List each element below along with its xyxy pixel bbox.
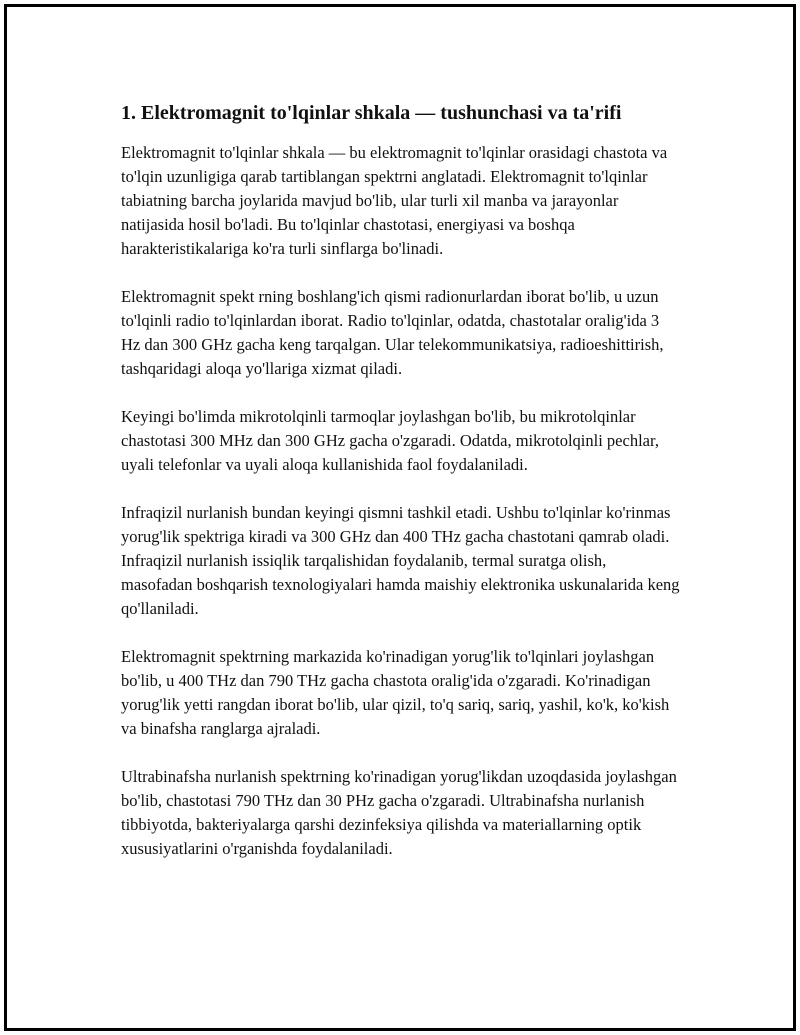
paragraph-visible-light: Elektromagnit spektrning markazida ko'rinadigan yorug'lik to'lqinlari joylashgan bo'lib, u 400 THz dan 790 THz gacha chastota oralig'ida o'zgaradi. Ko'rinadigan yorug'lik yetti rangdan iborat bo'lib, ular qizil, to'q sariq, sariq, yashil, ko'k, ko'kish va binafsha ranglarga ajraladi.	[121, 647, 670, 738]
paragraph-microwaves: Keyingi bo'limda mikrotolqinli tarmoqlar joylashgan bo'lib, bu mikrotolqinlar chastotasi 300 MHz dan 300 GHz gacha o'zgaradi. Odatda, mikrotolqinli pechlar, uyali telefonlar va uyali aloqa kullanishida faol foydalaniladi.	[121, 407, 659, 474]
paragraph-ultraviolet: Ultrabinafsha nurlanish spektrning ko'rinadigan yorug'likdan uzoqdasida joylashgan bo'lib, chastotasi 790 THz dan 30 PHz gacha o'zgaradi. Ultrabinafsha nurlanish tibbiyotda, bakteriyalarga qarshi dezinfeksiya qilishda va materiallarning optik xususiyatlarini o'rganishda foydalaniladi.	[121, 767, 677, 858]
paragraph-intro: Elektromagnit to'lqinlar shkala — bu elektromagnit to'lqinlar orasidagi chastota va to'lqin uzunligiga qarab tartiblangan spektrni anglatadi. Elektromagnit to'lqinlar tabiatning barcha joylarida mavjud bo'lib, ular turli xil manba va jarayonlar natijasida hosil bo'ladi. Bu to'lqinlar chastotasi, energiyasi va boshqa harakteristikalariga ko'ra turli sinflarga bo'linadi.	[121, 143, 668, 258]
paragraph-radio-waves: Elektromagnit spekt rning boshlang'ich qismi radionurlardan iborat bo'lib, u uzun to'lqinli radio to'lqinlardan iborat. Radio to'lqinlar, odatda, chastotalar oralig'ida 3 Hz dan 300 GHz gacha keng tarqalgan. Ular telekommunikatsiya, radioeshittirish, tashqaridagi aloqa yo'llariga xizmat qiladi.	[121, 287, 664, 378]
paragraph-infrared: Infraqizil nurlanish bundan keyingi qismni tashkil etadi. Ushbu to'lqinlar ko'rinmas yorug'lik spektriga kiradi va 300 GHz dan 400 THz gacha chastotani qamrab oladi. Infraqizil nurlanish issiqlik tarqalishidan foydalanib, termal suratga olish, masofadan boshqarish texnologiyalari hamda maishiy elektronika uskunalarida keng qo'llaniladi.	[121, 503, 680, 618]
document-body	[121, 99, 681, 885]
section-heading: 1. Elektromagnit to'lqinlar shkala — tushunchasi va ta'rifi	[121, 102, 622, 124]
page-frame	[4, 4, 796, 1031]
